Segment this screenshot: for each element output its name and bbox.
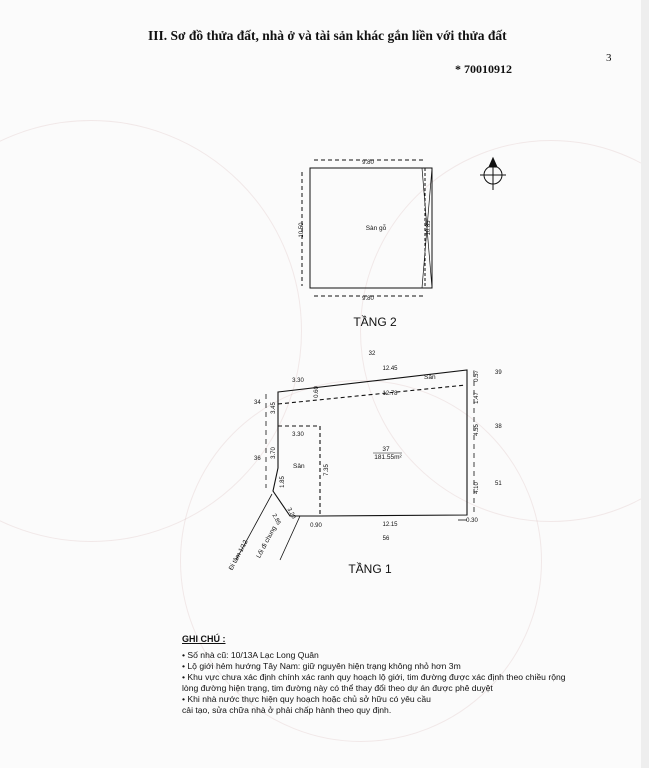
dim-label: 1.85 [280, 476, 286, 488]
neighbor-lot-number: 51 [495, 481, 502, 487]
note-line: • Lộ giới hẻm hướng Tây Nam: giữ nguyên hiện trạng không nhỏ hơn 3m [182, 661, 461, 671]
note-line: • Số nhà cũ: 10/13A Lạc Long Quân [182, 650, 319, 660]
dim-label: 2.85 [270, 512, 282, 527]
floor1-caption: TẦNG 1 [348, 562, 392, 576]
note-line: cải tạo, sửa chữa nhà ở phải chấp hành theo quy định. [182, 705, 392, 715]
dim-label: 3.45 [271, 402, 277, 414]
neighbor-lot-number: 56 [382, 536, 390, 542]
plot-number: 37 [382, 446, 390, 453]
dim-label: 12.45 [382, 366, 398, 372]
shared-path-label: Lối đi chung [255, 525, 278, 560]
floor1-outline [273, 370, 467, 516]
note-line: • Khi nhà nước thực hiện quy hoạch hoặc chủ sở hữu có yêu cầu [182, 694, 431, 704]
floor2-dim-right: 10.85 [426, 220, 432, 236]
note-line: • Khu vực chưa xác định chính xác ranh quy hoạch lộ giới, tim đường được xác định theo chiều rộng [182, 672, 566, 682]
floor2-room-label: Sàn gỗ [365, 225, 387, 232]
dim-label: 4.10 [474, 482, 480, 494]
page-number: 3 [606, 52, 612, 64]
plot-area: 181.55m² [374, 454, 402, 461]
dim-label: 3.70 [271, 447, 277, 459]
dim-label: 12.15 [382, 522, 398, 528]
neighbor-lot-number: 38 [495, 424, 502, 430]
neighbor-lot-number: 36 [254, 456, 261, 462]
neighbor-lot-number: 39 [495, 370, 502, 376]
dim-label: 4.55 [474, 424, 480, 436]
dim-label: 12.78 [382, 391, 398, 397]
floor2-dim-left: 10.50 [299, 222, 305, 238]
note-line: lòng đường hiện trạng, tim đường này có thể thay đổi theo dự án được phê duyệt [182, 683, 493, 693]
yard-label: Sân [424, 374, 436, 381]
certificate-number: * 70010912 [455, 62, 512, 76]
dim-label: 0.57 [474, 370, 480, 382]
yard-label: Sân [293, 463, 305, 470]
neighbor-lot-number: 32 [368, 351, 376, 357]
dim-label: 7.35 [324, 464, 330, 476]
floor1-yard-boundary [278, 426, 320, 516]
floor2-dim-bottom: 9.80 [362, 296, 374, 302]
section-heading: III. Sơ đồ thửa đất, nhà ở và tài sản khác gắn liền với thửa đất [148, 28, 507, 43]
floor2-dim-top: 9.80 [362, 160, 374, 166]
notes-block [182, 634, 566, 716]
dim-label: 3.30 [292, 432, 304, 438]
north-arrow-icon [480, 158, 506, 190]
path-edge [280, 516, 300, 560]
dim-label: 0.30 [466, 518, 478, 524]
dim-label: 3.20 [285, 506, 297, 521]
floor1-inner-boundary [278, 385, 466, 404]
notes-title: GHI CHÚ : [182, 634, 226, 644]
road-label: Đi tâm 1/12 [227, 538, 250, 572]
neighbor-lot-number: 34 [254, 400, 261, 406]
dim-label: 1.47 [474, 392, 480, 404]
dim-label: 3.30 [292, 378, 304, 384]
dim-label: 0.60 [314, 386, 320, 398]
dim-label: 0.90 [310, 523, 322, 529]
floor2-caption: TẦNG 2 [353, 315, 397, 329]
